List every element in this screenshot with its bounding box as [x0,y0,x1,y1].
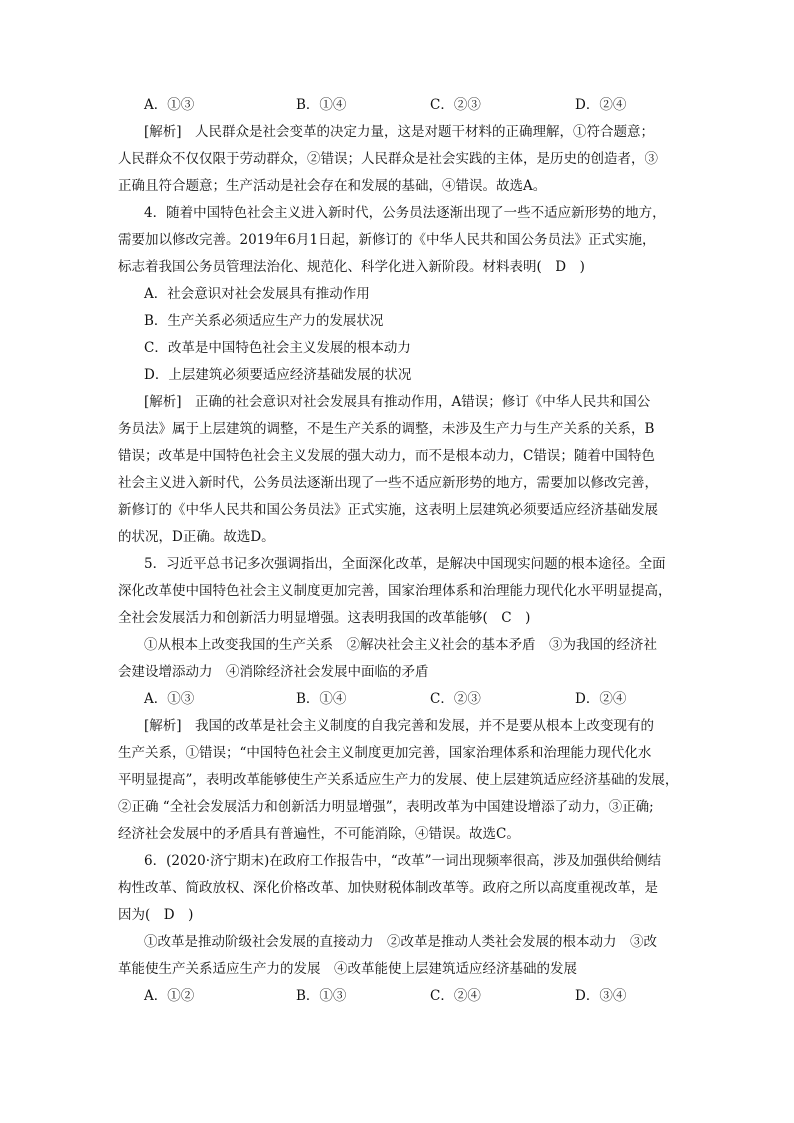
analysis-line: 社会主义进入新时代，公务员法逐渐出现了一些不适应新形势的地方，需要加以修改完善， [118,475,658,491]
item-line: ①改革是推动阶级社会发展的直接动力 ②改革是推动人类社会发展的根本动力 ③改 [144,934,657,950]
option-c: C．②④ [430,988,481,1004]
stem-line: 4．随着中国特色社会主义进入新时代，公务员法逐渐出现了一些不适应新形势的地方， [144,205,666,221]
q5-stem [118,551,678,632]
analysis-line: 平明显提高”，表明改革能够使生产关系适应生产力的发展、使上层建筑适应经济基础的发展， [118,772,678,788]
q5-items [118,632,678,686]
stem-line: 6．(2020·济宁期末)在政府工作报告中，“改革”一词出现频率很高，涉及加强供给侧结 [144,853,662,869]
option-c: C．②③ [430,97,481,113]
q6-stem [118,848,678,929]
analysis-line: 生产关系，①错误；“中国特色社会主义制度更加完善，国家治理体系和治理能力现代化水 [118,745,652,761]
stem-line: 因为( D ) [118,907,194,923]
option-a: A．①③ [144,97,195,113]
option-d: D．③④ [575,988,627,1004]
analysis-line: 正确且符合题意；生产活动是社会存在和发展的基础，④错误。故选A。 [118,178,547,194]
stem-line: 全社会发展活力和创新活力明显增强。这表明我国的改革能够( C ) [118,610,531,626]
option-a: A．①③ [144,691,195,707]
analysis-line: 错误；改革是中国特色社会主义发展的强大动力，而不是根本动力，C错误；随着中国特色 [118,448,655,464]
stem-line: 5．习近平总书记多次强调指出，全面深化改革，是解决中国现实问题的根本途径。全面 [144,556,666,572]
q6-options [118,983,678,1010]
stem-line: 需要加以修改完善。2019年6月1日起，新修订的《中华人民共和国公务员法》正式实施， [118,232,656,248]
analysis-line: 的状况，D正确。故选D。 [118,529,275,545]
option-a: A．①② [144,988,195,1004]
choice-a: A．社会意识对社会发展具有推动作用 [144,286,370,302]
document-page [118,92,678,1010]
q3-options [118,92,678,119]
item-line: 会建设增添动力 ④消除经济社会发展中面临的矛盾 [118,664,429,680]
q4-stem [118,200,678,281]
q6-items [118,929,678,983]
choice-b: B．生产关系必须适应生产力的发展状况 [144,313,384,329]
analysis-line: 新修订的《中华人民共和国公务员法》正式实施，这表明上层建筑必须要适应经济基础发展 [118,502,658,518]
option-b: B．①④ [296,97,347,113]
choice-d: D．上层建筑必须要适应经济基础发展的状况 [144,367,412,383]
q4-choices [118,281,678,389]
q5-options [118,686,678,713]
q5-analysis [118,713,678,848]
analysis-line: [解析] 人民群众是社会变革的决定力量，这是对题干材料的正确理解，①符合题意； [144,124,655,140]
analysis-line: 人民群众不仅仅限于劳动群众，②错误；人民群众是社会实践的主体，是历史的创造者，③ [118,151,658,167]
choice-c: C．改革是中国特色社会主义发展的根本动力 [144,340,411,356]
option-b: B．①④ [296,691,347,707]
analysis-line: 务员法》属于上层建筑的调整，不是生产关系的调整，未涉及生产力与生产关系的关系，B [118,421,655,437]
q3-analysis [118,119,678,200]
option-b: B．①③ [296,988,347,1004]
analysis-line: [解析] 正确的社会意识对社会发展具有推动作用，A错误；修订《中华人民共和国公 [144,394,651,410]
analysis-line: [解析] 我国的改革是社会主义制度的自我完善和发展，并不是要从根本上改变现有的 [144,718,655,734]
item-line: 革能使生产关系适应生产力的发展 ④改革能使上层建筑适应经济基础的发展 [118,961,577,977]
item-line: ①从根本上改变我国的生产关系 ②解决社会主义社会的基本矛盾 ③为我国的经济社 [144,637,657,653]
q4-analysis [118,389,678,551]
option-c: C．②③ [430,691,481,707]
analysis-line: 经济社会发展中的矛盾具有普遍性，不可能消除，④错误。故选C。 [118,826,520,842]
option-d: D．②④ [575,97,627,113]
analysis-line: ②正确 “全社会发展活力和创新活力明显增强”，表明改革为中国建设增添了动力，③正确; [118,799,654,815]
stem-line: 深化改革使中国特色社会主义制度更加完善，国家治理体系和治理能力现代化水平明显提高， [118,583,672,599]
option-d: D．②④ [575,691,627,707]
stem-line: 构性改革、简政放权、深化价格改革、加快财税体制改革等。政府之所以高度重视改革，是 [118,880,658,896]
stem-line: 标志着我国公务员管理法治化、规范化、科学化进入新阶段。材料表明( D ) [118,259,585,275]
